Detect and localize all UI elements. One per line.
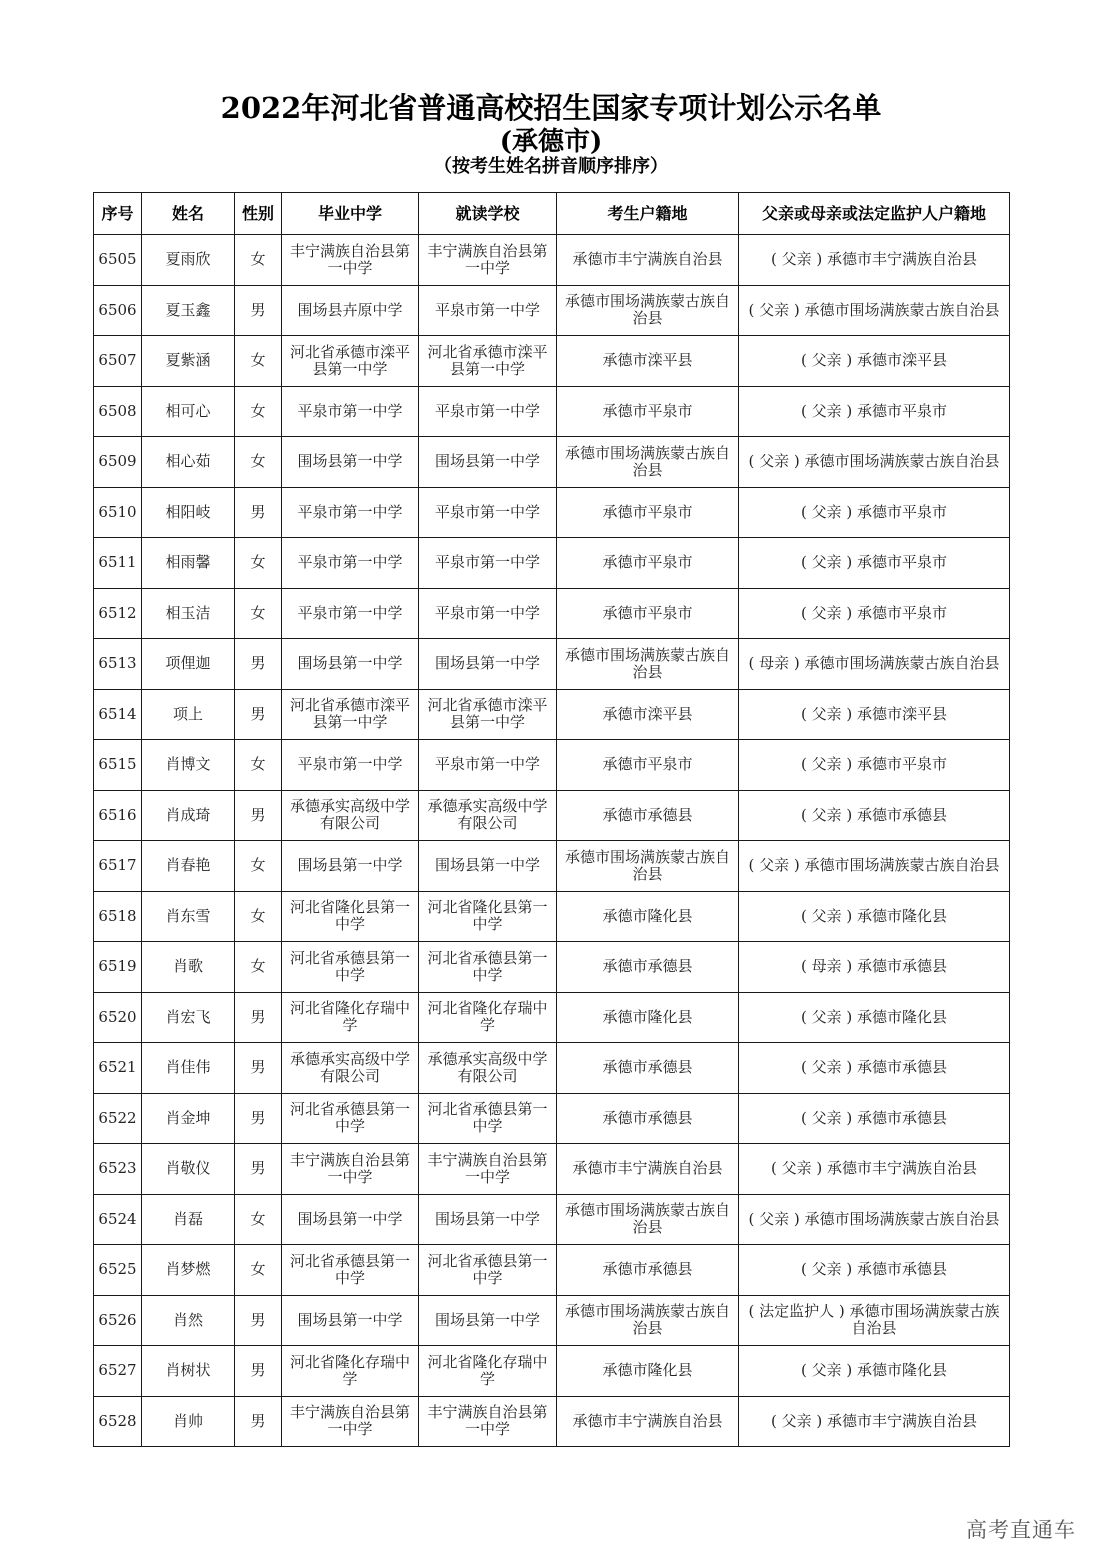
cell-gender: 男 xyxy=(235,1396,282,1447)
cell-name: 夏玉鑫 xyxy=(142,285,235,336)
cell-guardian-household: ( 父亲 ) 承德市平泉市 xyxy=(739,740,1010,791)
cell-graduate-school: 河北省承德县第一中学 xyxy=(282,1093,419,1144)
col-header-guardian-household: 父亲或母亲或法定监护人户籍地 xyxy=(739,193,1010,235)
cell-graduate-school: 平泉市第一中学 xyxy=(282,487,419,538)
cell-no: 6506 xyxy=(94,285,142,336)
table-row xyxy=(94,942,1010,993)
cell-current-school: 河北省承德县第一中学 xyxy=(419,942,557,993)
cell-household: 承德市围场满族蒙古族自治县 xyxy=(557,1194,739,1245)
cell-household: 承德市围场满族蒙古族自治县 xyxy=(557,841,739,892)
cell-name: 肖春艳 xyxy=(142,841,235,892)
cell-name: 肖佳伟 xyxy=(142,1043,235,1094)
cell-graduate-school: 平泉市第一中学 xyxy=(282,588,419,639)
cell-current-school: 河北省隆化县第一中学 xyxy=(419,891,557,942)
cell-graduate-school: 丰宁满族自治县第一中学 xyxy=(282,1396,419,1447)
cell-no: 6523 xyxy=(94,1144,142,1195)
cell-current-school: 丰宁满族自治县第一中学 xyxy=(419,235,557,286)
cell-guardian-household: ( 父亲 ) 承德市平泉市 xyxy=(739,487,1010,538)
sort-note: （按考生姓名拼音顺序排序） xyxy=(434,156,668,177)
cell-guardian-household: ( 父亲 ) 承德市承德县 xyxy=(739,790,1010,841)
cell-name: 肖梦燃 xyxy=(142,1245,235,1296)
cell-guardian-household: ( 父亲 ) 承德市平泉市 xyxy=(739,538,1010,589)
cell-household: 承德市承德县 xyxy=(557,942,739,993)
cell-current-school: 河北省承德县第一中学 xyxy=(419,1093,557,1144)
cell-no: 6525 xyxy=(94,1245,142,1296)
cell-gender: 男 xyxy=(235,1093,282,1144)
cell-name: 肖歌 xyxy=(142,942,235,993)
cell-current-school: 围场县第一中学 xyxy=(419,437,557,488)
cell-current-school: 河北省承德县第一中学 xyxy=(419,1245,557,1296)
cell-current-school: 丰宁满族自治县第一中学 xyxy=(419,1396,557,1447)
page-title: 2022年河北省普通高校招生国家专项计划公示名单 xyxy=(220,91,882,125)
cell-gender: 女 xyxy=(235,336,282,387)
cell-guardian-household: ( 父亲 ) 承德市丰宁满族自治县 xyxy=(739,1144,1010,1195)
cell-name: 相玉洁 xyxy=(142,588,235,639)
table-row xyxy=(94,1144,1010,1195)
cell-household: 承德市平泉市 xyxy=(557,538,739,589)
cell-household: 承德市平泉市 xyxy=(557,487,739,538)
cell-current-school: 承德承实高级中学有限公司 xyxy=(419,1043,557,1094)
cell-gender: 男 xyxy=(235,285,282,336)
cell-household: 承德市平泉市 xyxy=(557,740,739,791)
cell-name: 相阳岐 xyxy=(142,487,235,538)
cell-name: 肖磊 xyxy=(142,1194,235,1245)
cell-guardian-household: ( 父亲 ) 承德市平泉市 xyxy=(739,386,1010,437)
cell-household: 承德市承德县 xyxy=(557,1093,739,1144)
cell-no: 6522 xyxy=(94,1093,142,1144)
cell-name: 肖东雪 xyxy=(142,891,235,942)
cell-household: 承德市隆化县 xyxy=(557,891,739,942)
cell-gender: 男 xyxy=(235,1043,282,1094)
cell-no: 6528 xyxy=(94,1396,142,1447)
cell-graduate-school: 丰宁满族自治县第一中学 xyxy=(282,235,419,286)
cell-guardian-household: ( 父亲 ) 承德市围场满族蒙古族自治县 xyxy=(739,285,1010,336)
table-row xyxy=(94,336,1010,387)
table-row xyxy=(94,487,1010,538)
cell-guardian-household: ( 父亲 ) 承德市丰宁满族自治县 xyxy=(739,235,1010,286)
cell-gender: 女 xyxy=(235,1194,282,1245)
cell-gender: 女 xyxy=(235,588,282,639)
cell-guardian-household: ( 父亲 ) 承德市隆化县 xyxy=(739,891,1010,942)
cell-name: 相心茹 xyxy=(142,437,235,488)
cell-household: 承德市围场满族蒙古族自治县 xyxy=(557,437,739,488)
cell-gender: 女 xyxy=(235,841,282,892)
cell-current-school: 平泉市第一中学 xyxy=(419,386,557,437)
cell-no: 6521 xyxy=(94,1043,142,1094)
cell-guardian-household: ( 母亲 ) 承德市围场满族蒙古族自治县 xyxy=(739,639,1010,690)
table-row xyxy=(94,1194,1010,1245)
cell-guardian-household: ( 父亲 ) 承德市围场满族蒙古族自治县 xyxy=(739,841,1010,892)
cell-current-school: 平泉市第一中学 xyxy=(419,588,557,639)
cell-gender: 男 xyxy=(235,1144,282,1195)
cell-guardian-household: ( 父亲 ) 承德市承德县 xyxy=(739,1245,1010,1296)
table-row xyxy=(94,538,1010,589)
cell-current-school: 平泉市第一中学 xyxy=(419,740,557,791)
cell-gender: 女 xyxy=(235,942,282,993)
table-row xyxy=(94,1396,1010,1447)
cell-current-school: 围场县第一中学 xyxy=(419,841,557,892)
cell-guardian-household: ( 父亲 ) 承德市围场满族蒙古族自治县 xyxy=(739,437,1010,488)
cell-no: 6509 xyxy=(94,437,142,488)
cell-current-school: 围场县第一中学 xyxy=(419,639,557,690)
cell-household: 承德市丰宁满族自治县 xyxy=(557,1396,739,1447)
cell-guardian-household: ( 父亲 ) 承德市平泉市 xyxy=(739,588,1010,639)
cell-household: 承德市平泉市 xyxy=(557,386,739,437)
cell-no: 6511 xyxy=(94,538,142,589)
cell-current-school: 平泉市第一中学 xyxy=(419,487,557,538)
cell-graduate-school: 平泉市第一中学 xyxy=(282,386,419,437)
cell-name: 夏紫涵 xyxy=(142,336,235,387)
table-body xyxy=(94,235,1010,1447)
table-row xyxy=(94,1346,1010,1397)
cell-name: 项俚迦 xyxy=(142,639,235,690)
header-row xyxy=(94,193,1010,235)
cell-gender: 女 xyxy=(235,437,282,488)
cell-household: 承德市滦平县 xyxy=(557,689,739,740)
cell-guardian-household: ( 法定监护人 ) 承德市围场满族蒙古族自治县 xyxy=(739,1295,1010,1346)
cell-current-school: 平泉市第一中学 xyxy=(419,538,557,589)
cell-gender: 男 xyxy=(235,790,282,841)
cell-gender: 女 xyxy=(235,235,282,286)
cell-current-school: 河北省隆化存瑞中学 xyxy=(419,1346,557,1397)
table-row xyxy=(94,1295,1010,1346)
cell-name: 肖成琦 xyxy=(142,790,235,841)
cell-graduate-school: 围场县第一中学 xyxy=(282,841,419,892)
cell-graduate-school: 河北省隆化存瑞中学 xyxy=(282,992,419,1043)
table-row xyxy=(94,1245,1010,1296)
cell-graduate-school: 平泉市第一中学 xyxy=(282,740,419,791)
roster-table xyxy=(93,192,1010,1447)
cell-guardian-household: ( 父亲 ) 承德市围场满族蒙古族自治县 xyxy=(739,1194,1010,1245)
table-header xyxy=(94,193,1010,235)
cell-household: 承德市隆化县 xyxy=(557,992,739,1043)
cell-no: 6513 xyxy=(94,639,142,690)
table-row xyxy=(94,437,1010,488)
table-row xyxy=(94,689,1010,740)
table-row xyxy=(94,790,1010,841)
table-row xyxy=(94,1093,1010,1144)
cell-no: 6517 xyxy=(94,841,142,892)
cell-guardian-household: ( 父亲 ) 承德市隆化县 xyxy=(739,1346,1010,1397)
col-header-no: 序号 xyxy=(94,193,142,235)
cell-household: 承德市围场满族蒙古族自治县 xyxy=(557,285,739,336)
cell-graduate-school: 河北省承德县第一中学 xyxy=(282,942,419,993)
cell-name: 夏雨欣 xyxy=(142,235,235,286)
cell-no: 6527 xyxy=(94,1346,142,1397)
cell-no: 6526 xyxy=(94,1295,142,1346)
cell-name: 肖帅 xyxy=(142,1396,235,1447)
cell-graduate-school: 河北省承德市滦平县第一中学 xyxy=(282,689,419,740)
cell-household: 承德市平泉市 xyxy=(557,588,739,639)
cell-name: 相可心 xyxy=(142,386,235,437)
cell-graduate-school: 围场县第一中学 xyxy=(282,639,419,690)
cell-gender: 男 xyxy=(235,487,282,538)
col-header-current-school: 就读学校 xyxy=(419,193,557,235)
table-row xyxy=(94,588,1010,639)
cell-household: 承德市丰宁满族自治县 xyxy=(557,1144,739,1195)
cell-household: 承德市丰宁满族自治县 xyxy=(557,235,739,286)
cell-no: 6512 xyxy=(94,588,142,639)
cell-gender: 男 xyxy=(235,689,282,740)
cell-gender: 女 xyxy=(235,386,282,437)
cell-current-school: 平泉市第一中学 xyxy=(419,285,557,336)
cell-household: 承德市承德县 xyxy=(557,790,739,841)
cell-graduate-school: 丰宁满族自治县第一中学 xyxy=(282,1144,419,1195)
cell-guardian-household: ( 父亲 ) 承德市滦平县 xyxy=(739,336,1010,387)
table-row xyxy=(94,891,1010,942)
cell-guardian-household: ( 父亲 ) 承德市丰宁满族自治县 xyxy=(739,1396,1010,1447)
cell-no: 6514 xyxy=(94,689,142,740)
cell-name: 肖树状 xyxy=(142,1346,235,1397)
cell-household: 承德市围场满族蒙古族自治县 xyxy=(557,639,739,690)
cell-no: 6520 xyxy=(94,992,142,1043)
cell-current-school: 河北省隆化存瑞中学 xyxy=(419,992,557,1043)
cell-gender: 女 xyxy=(235,891,282,942)
cell-current-school: 围场县第一中学 xyxy=(419,1295,557,1346)
cell-graduate-school: 围场县第一中学 xyxy=(282,1194,419,1245)
cell-current-school: 围场县第一中学 xyxy=(419,1194,557,1245)
table-row xyxy=(94,386,1010,437)
cell-household: 承德市隆化县 xyxy=(557,1346,739,1397)
cell-guardian-household: ( 母亲 ) 承德市承德县 xyxy=(739,942,1010,993)
cell-household: 承德市围场满族蒙古族自治县 xyxy=(557,1295,739,1346)
cell-no: 6524 xyxy=(94,1194,142,1245)
cell-household: 承德市滦平县 xyxy=(557,336,739,387)
cell-graduate-school: 河北省承德县第一中学 xyxy=(282,1245,419,1296)
cell-no: 6519 xyxy=(94,942,142,993)
cell-no: 6515 xyxy=(94,740,142,791)
col-header-household: 考生户籍地 xyxy=(557,193,739,235)
cell-name: 肖金坤 xyxy=(142,1093,235,1144)
cell-current-school: 河北省承德市滦平县第一中学 xyxy=(419,336,557,387)
cell-guardian-household: ( 父亲 ) 承德市滦平县 xyxy=(739,689,1010,740)
cell-guardian-household: ( 父亲 ) 承德市承德县 xyxy=(739,1093,1010,1144)
cell-guardian-household: ( 父亲 ) 承德市隆化县 xyxy=(739,992,1010,1043)
cell-graduate-school: 河北省隆化县第一中学 xyxy=(282,891,419,942)
table-row xyxy=(94,285,1010,336)
cell-household: 承德市承德县 xyxy=(557,1245,739,1296)
cell-name: 相雨馨 xyxy=(142,538,235,589)
watermark: 高考直通车 xyxy=(966,1518,1076,1542)
cell-gender: 男 xyxy=(235,992,282,1043)
cell-current-school: 河北省承德市滦平县第一中学 xyxy=(419,689,557,740)
cell-current-school: 承德承实高级中学有限公司 xyxy=(419,790,557,841)
cell-gender: 女 xyxy=(235,538,282,589)
table-row xyxy=(94,992,1010,1043)
table-row xyxy=(94,639,1010,690)
col-header-graduate-school: 毕业中学 xyxy=(282,193,419,235)
cell-graduate-school: 承德承实高级中学有限公司 xyxy=(282,1043,419,1094)
cell-household: 承德市承德县 xyxy=(557,1043,739,1094)
cell-no: 6507 xyxy=(94,336,142,387)
cell-graduate-school: 围场县第一中学 xyxy=(282,437,419,488)
cell-no: 6510 xyxy=(94,487,142,538)
table-row xyxy=(94,740,1010,791)
cell-name: 肖敬仪 xyxy=(142,1144,235,1195)
page-subtitle: (承德市) xyxy=(499,127,603,157)
cell-graduate-school: 河北省隆化存瑞中学 xyxy=(282,1346,419,1397)
cell-graduate-school: 河北省承德市滦平县第一中学 xyxy=(282,336,419,387)
cell-no: 6508 xyxy=(94,386,142,437)
cell-no: 6518 xyxy=(94,891,142,942)
cell-graduate-school: 承德承实高级中学有限公司 xyxy=(282,790,419,841)
cell-name: 肖宏飞 xyxy=(142,992,235,1043)
cell-gender: 女 xyxy=(235,1245,282,1296)
cell-graduate-school: 围场县第一中学 xyxy=(282,1295,419,1346)
cell-gender: 男 xyxy=(235,1295,282,1346)
table-row xyxy=(94,1043,1010,1094)
cell-name: 项上 xyxy=(142,689,235,740)
cell-current-school: 丰宁满族自治县第一中学 xyxy=(419,1144,557,1195)
cell-gender: 男 xyxy=(235,1346,282,1397)
cell-no: 6516 xyxy=(94,790,142,841)
cell-gender: 女 xyxy=(235,740,282,791)
col-header-gender: 性别 xyxy=(235,193,282,235)
cell-gender: 男 xyxy=(235,639,282,690)
table-row xyxy=(94,841,1010,892)
col-header-name: 姓名 xyxy=(142,193,235,235)
cell-no: 6505 xyxy=(94,235,142,286)
cell-name: 肖博文 xyxy=(142,740,235,791)
cell-graduate-school: 围场县卉原中学 xyxy=(282,285,419,336)
table-row xyxy=(94,235,1010,286)
cell-name: 肖然 xyxy=(142,1295,235,1346)
cell-graduate-school: 平泉市第一中学 xyxy=(282,538,419,589)
cell-guardian-household: ( 父亲 ) 承德市承德县 xyxy=(739,1043,1010,1094)
